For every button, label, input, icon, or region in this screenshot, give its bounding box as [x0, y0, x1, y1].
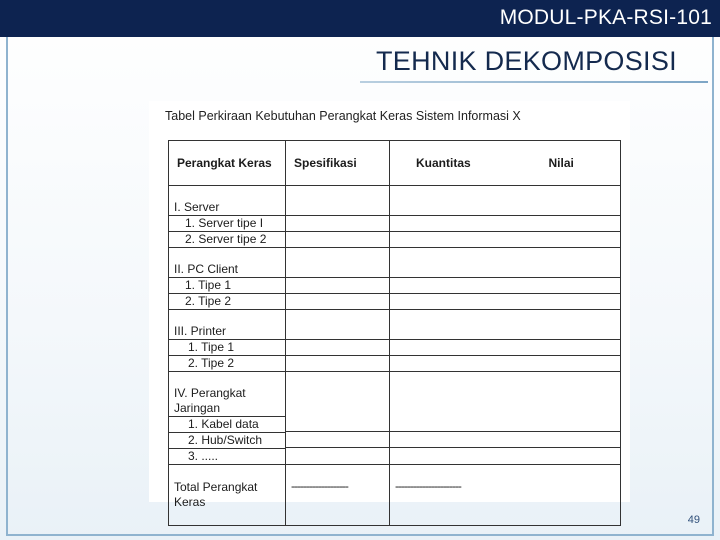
table-header-row [169, 141, 621, 186]
column-header-kuantitas-nilai [390, 141, 621, 186]
total-spec [286, 465, 390, 526]
item-label: 2. Hub/Switch [169, 433, 285, 449]
group-title: I. Server [169, 200, 285, 216]
column-header-nilai: Nilai [548, 156, 574, 170]
item-label: 2. Tipe 2 [185, 294, 232, 308]
group-title: III. Printer [169, 324, 285, 340]
table-row [169, 248, 621, 310]
qty-cell [390, 248, 621, 310]
group-title: IV. Perangkat [174, 386, 246, 400]
spec-cell [286, 310, 390, 372]
qty-cell [390, 372, 621, 465]
header-bar [0, 0, 720, 37]
group-cell [169, 248, 286, 310]
table-row [169, 372, 621, 465]
page-number: 49 [687, 514, 700, 526]
table-row [169, 310, 621, 372]
spec-cell [286, 372, 390, 465]
item-label: 3. ..... [188, 449, 219, 463]
bottom-border [6, 534, 714, 536]
heading-underline [360, 81, 708, 83]
column-header-spesifikasi: Spesifikasi [286, 141, 390, 186]
total-qty [390, 465, 621, 526]
module-title: MODUL-PKA-RSI-101 [499, 6, 712, 29]
total-spec-dashes: ------------------- [291, 479, 348, 493]
qty-cell [390, 310, 621, 372]
item-label: 1. Kabel data [169, 417, 285, 433]
total-label: Total Perangkat Keras [169, 465, 286, 526]
total-row [169, 465, 621, 526]
qty-cell [390, 186, 621, 248]
group-title: II. PC Client [169, 262, 285, 278]
table-row [169, 186, 621, 248]
item-label: 1. Tipe 1 [169, 278, 285, 294]
total-qty-dashes: ---------------------- [395, 479, 461, 493]
slide-heading: TEHNIK DEKOMPOSISI [376, 46, 677, 76]
spec-cell [286, 186, 390, 248]
spec-cell [286, 248, 390, 310]
item-label: 1. Tipe 1 [169, 340, 285, 356]
group-cell [169, 186, 286, 248]
hardware-requirements-table [168, 140, 621, 526]
group-title-continued: Jaringan [169, 401, 285, 417]
item-label: 2. Server tipe 2 [185, 232, 267, 246]
group-cell [169, 372, 286, 465]
column-header-kuantitas: Kuantitas [416, 156, 471, 170]
left-border [6, 37, 8, 534]
item-label: 2. Tipe 2 [188, 356, 235, 370]
column-header-perangkat-keras: Perangkat Keras [169, 141, 286, 186]
right-border [712, 37, 714, 534]
table-caption: Tabel Perkiraan Kebutuhan Perangkat Keras Sistem Informasi X [165, 109, 521, 123]
item-label: 1. Server tipe I [169, 216, 285, 232]
group-cell [169, 310, 286, 372]
